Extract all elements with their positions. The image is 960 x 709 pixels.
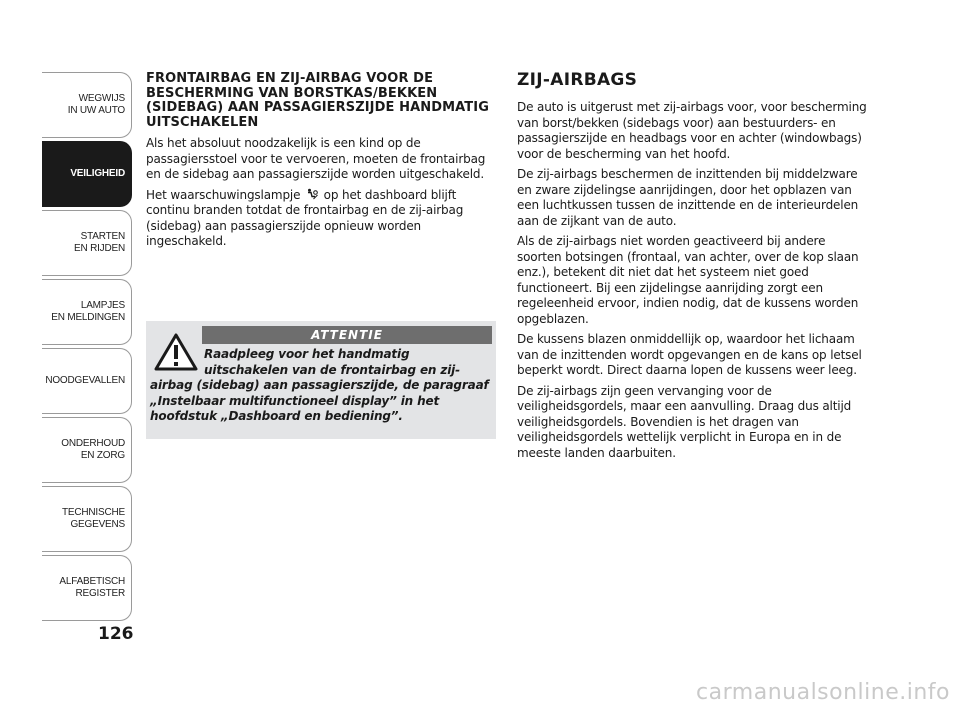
tab-label: ALFABETISCH REGISTER bbox=[59, 576, 125, 599]
paragraph: De auto is uitgerust met zij-airbags voor, voor bescherming van borst/bekken (sidebags voor) aan bestuurders- en passagierszijde en headbags voor en achter (windowbags) voor de bescherming van het hoofd. bbox=[517, 100, 867, 161]
section-heading: ZIJ-AIRBAGS bbox=[517, 70, 638, 90]
page-number: 126 bbox=[98, 624, 134, 644]
paragraph: De zij-airbags zijn geen vervanging voor de veiligheidsgordels, maar een aanvulling. Draag dus altijd veiligheidsgordels. Bovendien is het dragen van veiligheidsgordels wettelijk verplicht in Europa en in de meeste landen daarbuiten. bbox=[517, 383, 852, 460]
tab-register[interactable] bbox=[42, 555, 132, 621]
tab-label: STARTEN EN RIJDEN bbox=[74, 231, 125, 254]
tab-veiligheid[interactable] bbox=[42, 141, 132, 207]
paragraph-text: Het waarschuwingslampje bbox=[146, 187, 301, 202]
tab-technische[interactable] bbox=[42, 486, 132, 552]
chapter-tabs bbox=[42, 72, 132, 624]
tab-label: NOODGEVALLEN bbox=[45, 375, 125, 386]
warning-box bbox=[146, 321, 496, 439]
right-column bbox=[517, 70, 873, 466]
paragraph: De zij-airbags beschermen de inzittenden bij middelzware en zware zijdelingse aanrijdingen, door het opblazen van een luchtkussen tussen de inzittende en de interieurdelen aan de zijkant van de auto. bbox=[517, 167, 859, 228]
paragraph: Als de zij-airbags niet worden geactiveerd bij andere soorten botsingen (frontaal, van achter, over de kop slaan enz.), betekent dit niet dat het systeem niet goed functioneert. Bij een zijdelingse aanrijding zorgt een regeleenheid ervoor, indien nodig, dat de kussens worden opgeblazen. bbox=[517, 234, 859, 326]
tab-label: ONDERHOUD EN ZORG bbox=[61, 438, 125, 461]
warning-text bbox=[150, 347, 492, 425]
left-column bbox=[146, 72, 496, 255]
watermark: carmanualsonline.info bbox=[696, 680, 950, 705]
tab-noodgevallen[interactable] bbox=[42, 348, 132, 414]
warning-text-indented: Raadpleeg voor het handmatig uitschakelen van de frontairbag en zij- bbox=[204, 347, 460, 377]
tab-lampjes[interactable] bbox=[42, 279, 132, 345]
warning-text-rest: airbag (sidebag) aan passagierszijde, de paragraaf „Instelbaar multifunctioneel display” in het hoofdstuk „Dashboard en bediening”. bbox=[150, 378, 489, 423]
tab-starten[interactable] bbox=[42, 210, 132, 276]
paragraph: Als het absoluut noodzakelijk is een kind op de passagiersstoel voor te vervoeren, moeten de frontairbag en de sidebag aan passagierszijde worden uitgeschakeld. bbox=[146, 136, 486, 181]
tab-onderhoud[interactable] bbox=[42, 417, 132, 483]
warning-title: ATTENTIE bbox=[202, 326, 492, 344]
paragraph bbox=[146, 188, 496, 250]
tab-label: WEGWIJS IN UW AUTO bbox=[67, 93, 125, 116]
tab-label: TECHNISCHE GEGEVENS bbox=[61, 507, 125, 530]
tab-label: LAMPJES EN MELDINGEN bbox=[51, 300, 125, 323]
paragraph-text: op het dashboard blijft continu branden totdat de frontairbag en de zij-airbag (sidebag) aan passagierszijde opnieuw worden ingeschakeld. bbox=[146, 187, 464, 248]
tab-label: VEILIGHEID bbox=[70, 168, 125, 179]
tab-wegwijs[interactable] bbox=[42, 72, 132, 138]
section-heading: FRONTAIRBAG EN ZIJ-AIRBAG VOOR DE BESCHERMING VAN BORSTKAS/BEKKEN (SIDEBAG) AAN PASSAGIERSZIJDE HANDMATIG UITSCHAKELEN bbox=[146, 71, 489, 130]
airbag-off-icon bbox=[306, 188, 318, 200]
paragraph: De kussens blazen onmiddellijk op, waardoor het lichaam van de inzittenden wordt opgevangen en de kans op letsel beperkt wordt. Direct daarna lopen de kussens weer leeg. bbox=[517, 332, 862, 377]
